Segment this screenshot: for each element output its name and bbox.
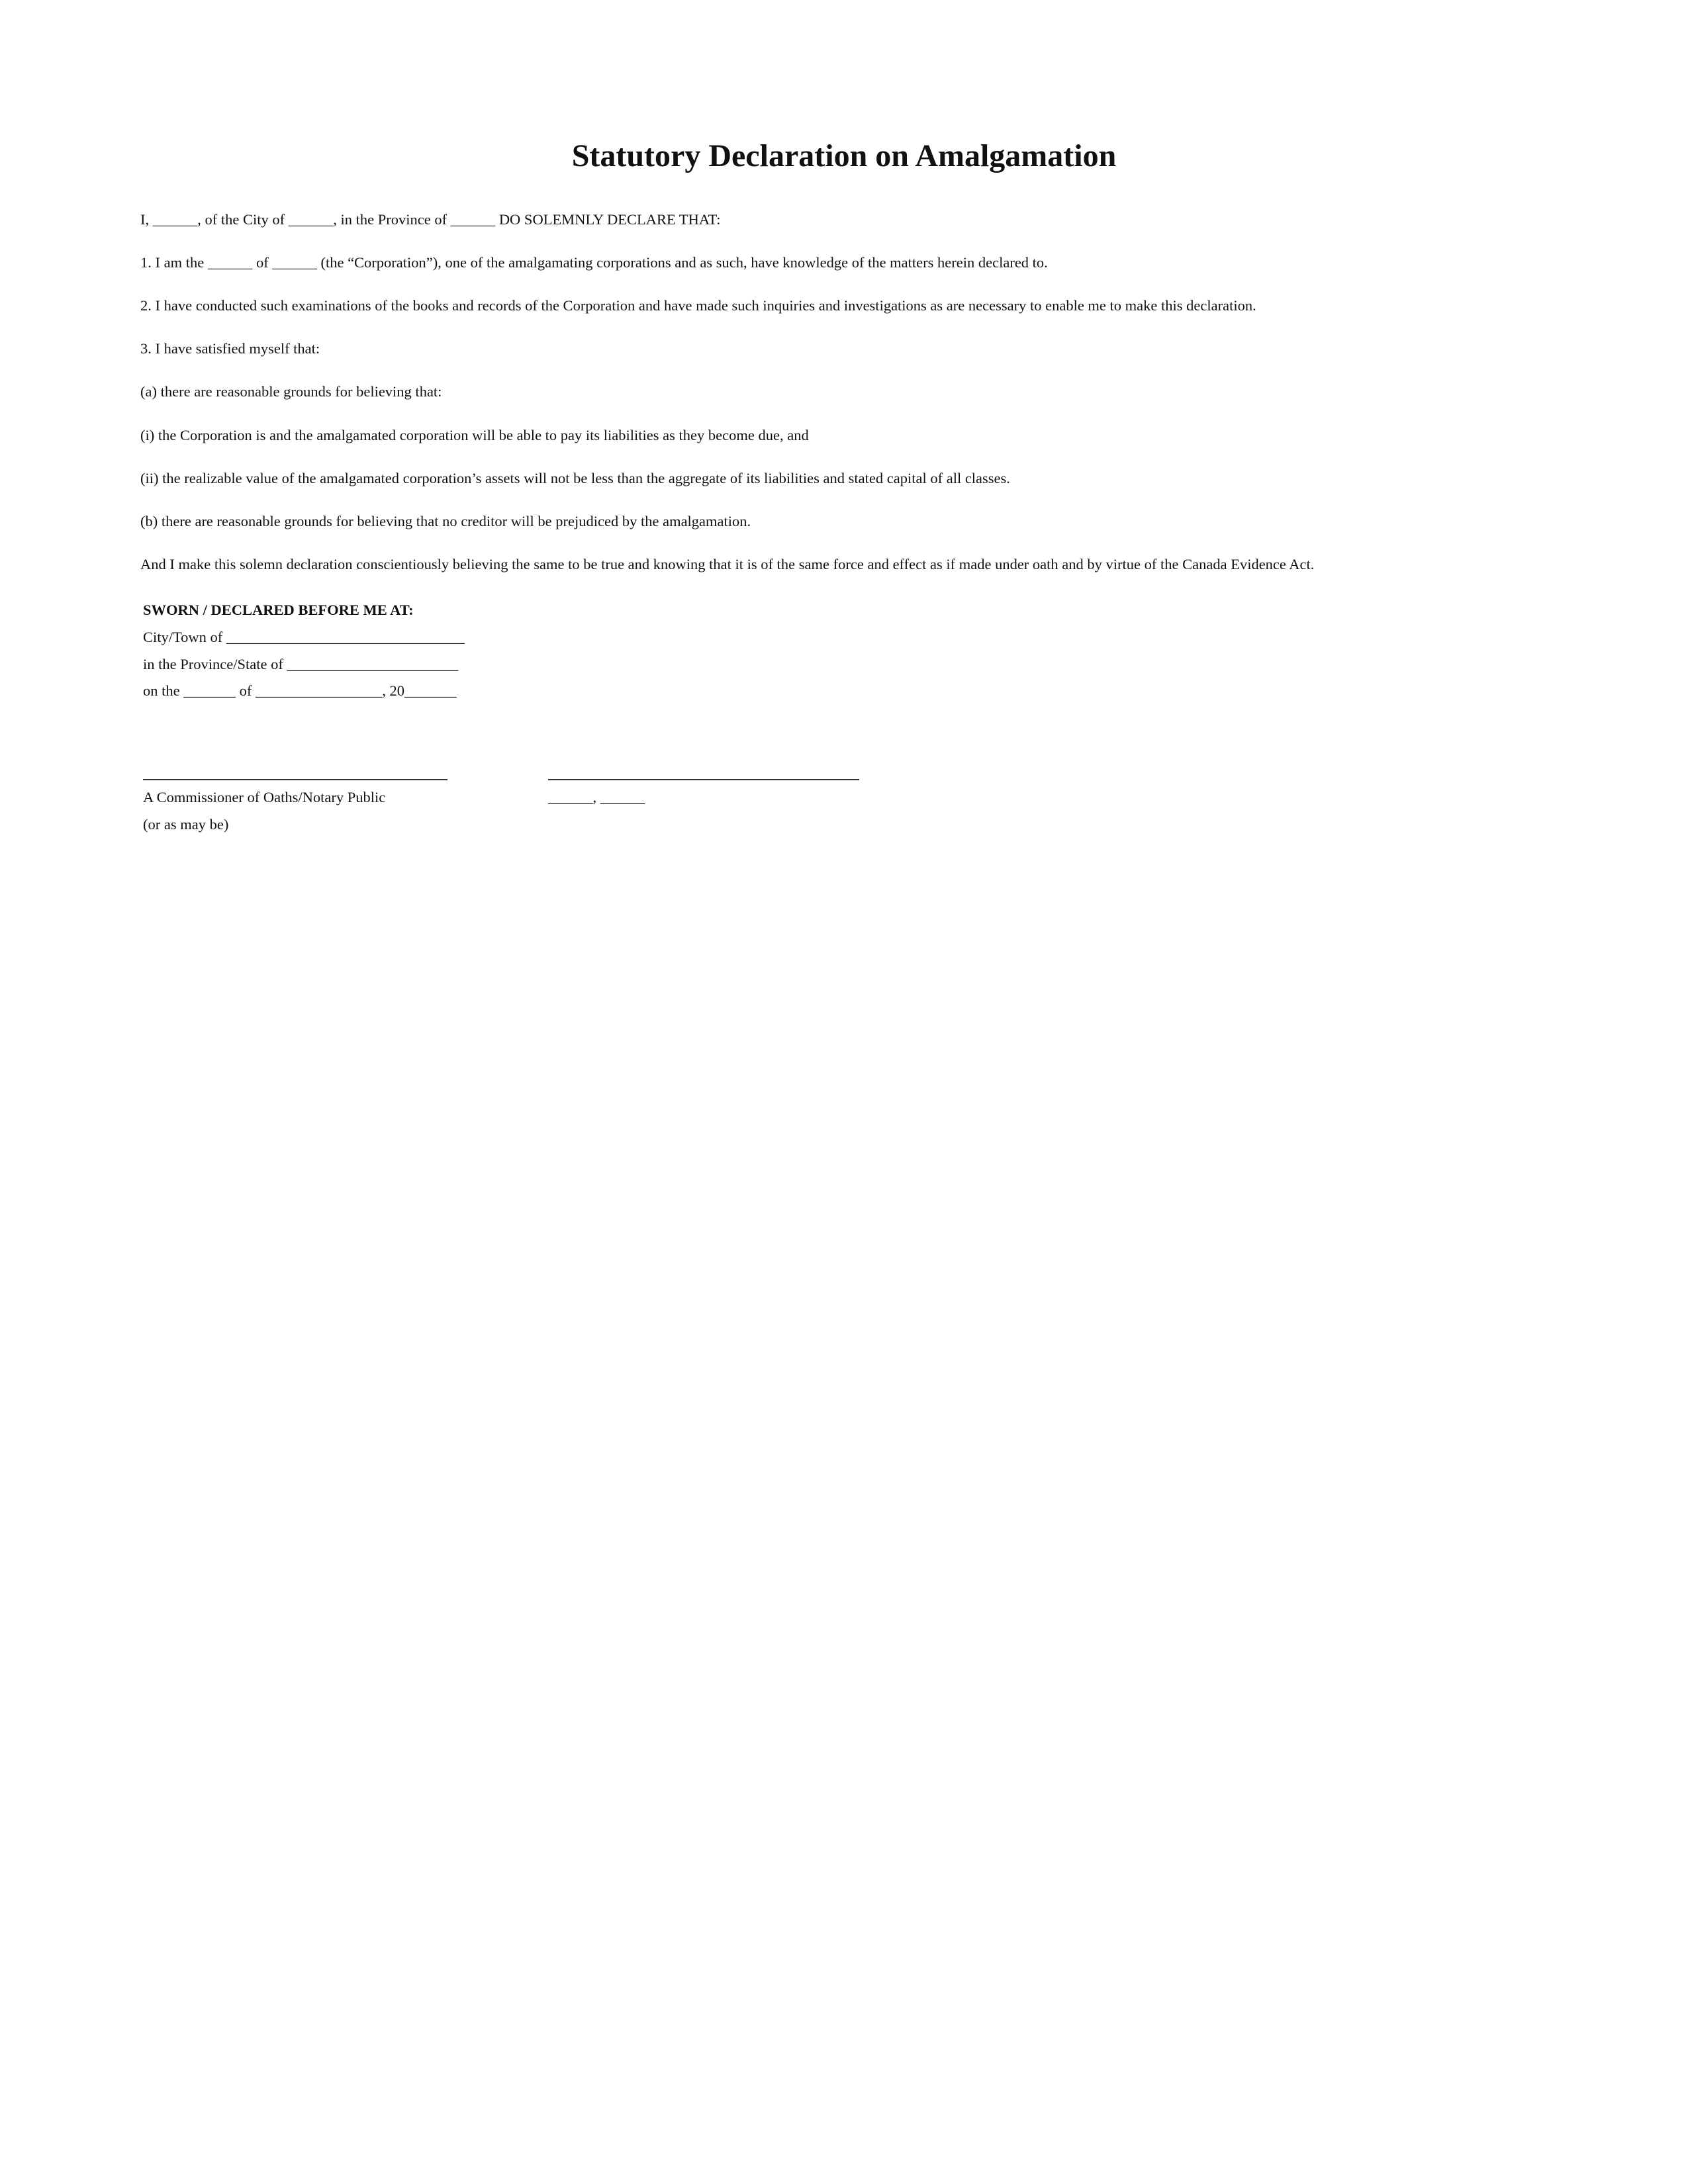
paragraph-3a-ii: (ii) the realizable value of the amalgamated corporation’s assets will not be less than the aggregate of its liabilities and stated capital of all classes. <box>140 470 1010 486</box>
sworn-heading: SWORN / DECLARED BEFORE ME AT: <box>143 602 414 618</box>
paragraph-3a-i: (i) the Corporation is and the amalgamated corporation will be able to pay its liabilities as they become due, and <box>140 427 809 443</box>
declaration-intro: I, ______, of the City of ______, in the Province of ______ DO SOLEMNLY DECLARE THAT: <box>140 211 721 228</box>
paragraph-3b: (b) there are reasonable grounds for believing that no creditor will be prejudiced by the amalgamation. <box>140 513 751 529</box>
commissioner-note: (or as may be) <box>143 816 229 833</box>
paragraph-3a: (a) there are reasonable grounds for believing that: <box>140 383 442 400</box>
sworn-date-line: on the _______ of _________________, 20_______ <box>143 682 457 699</box>
declarant-label: ______, ______ <box>548 789 645 805</box>
document-title: Statutory Declaration on Amalgamation <box>571 138 1117 173</box>
paragraph-1: 1. I am the ______ of ______ (the “Corporation”), one of the amalgamating corporations and as such, have knowledge of the matters herein declared to. <box>140 254 1048 271</box>
sworn-province-line: in the Province/State of _______________________ <box>143 656 459 672</box>
paragraph-3: 3. I have satisfied myself that: <box>140 340 320 357</box>
sworn-city-line: City/Town of ________________________________ <box>143 629 465 645</box>
closing-paragraph: And I make this solemn declaration conscientiously believing the same to be true and knowing that it is of the same force and effect as if made under oath and by virtue of the Canada Evidence Act. <box>140 556 1315 572</box>
commissioner-signature-line <box>143 779 447 780</box>
declarant-signature-line <box>548 779 859 780</box>
commissioner-label: A Commissioner of Oaths/Notary Public <box>143 789 386 805</box>
paragraph-2: 2. I have conducted such examinations of the books and records of the Corporation and have made such inquiries and investigations as are necessary to enable me to make this declaration. <box>140 297 1256 314</box>
